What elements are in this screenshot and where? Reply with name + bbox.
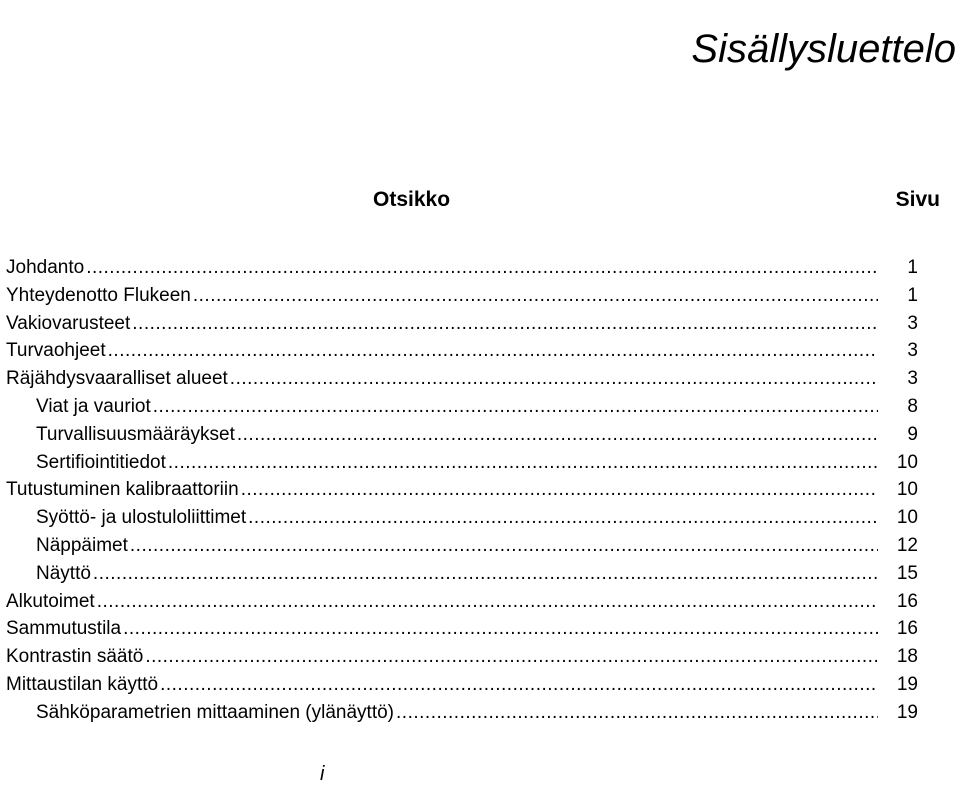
toc-row[interactable] xyxy=(0,282,960,310)
toc-entry xyxy=(6,588,878,616)
toc-page-number: 10 xyxy=(896,507,918,529)
dot-leader xyxy=(160,671,878,699)
dot-leader xyxy=(86,254,878,282)
toc-row[interactable] xyxy=(0,393,960,421)
toc-page-number: 19 xyxy=(896,673,918,695)
dot-leader xyxy=(168,449,878,477)
toc-label: Tutustuminen kalibraattoriin xyxy=(6,479,239,501)
toc-entry xyxy=(6,337,878,365)
table-of-contents xyxy=(0,254,960,727)
toc-entry xyxy=(36,504,878,532)
toc-row[interactable] xyxy=(0,532,960,560)
toc-label: Näyttö xyxy=(36,562,91,584)
toc-page-number: 10 xyxy=(896,479,918,501)
toc-entry xyxy=(36,560,878,588)
toc-row[interactable] xyxy=(0,504,960,532)
toc-label: Alkutoimet xyxy=(6,590,95,612)
toc-label: Sertifiointitiedot xyxy=(36,451,166,473)
toc-label: Kontrastin säätö xyxy=(6,646,144,668)
dot-leader xyxy=(145,643,878,671)
toc-row[interactable] xyxy=(0,615,960,643)
toc-entry xyxy=(36,532,878,560)
dot-leader xyxy=(237,421,878,449)
column-header-page: Sivu xyxy=(895,188,940,211)
toc-entry xyxy=(36,393,878,421)
toc-entry xyxy=(36,421,878,449)
dot-leader xyxy=(248,504,878,532)
toc-label: Vakiovarusteet xyxy=(6,312,131,334)
toc-page-number: 19 xyxy=(896,701,918,723)
toc-row[interactable] xyxy=(0,254,960,282)
toc-entry xyxy=(36,699,878,727)
toc-label: Sähköparametrien mittaaminen (ylänäyttö) xyxy=(36,701,395,723)
toc-row[interactable] xyxy=(0,421,960,449)
dot-leader xyxy=(230,365,878,393)
toc-label: Näppäimet xyxy=(36,534,128,556)
column-header-title: Otsikko xyxy=(373,188,451,211)
toc-entry xyxy=(36,449,878,477)
toc-row[interactable] xyxy=(0,560,960,588)
toc-page-number: 15 xyxy=(896,562,918,584)
toc-page-number: 1 xyxy=(907,257,918,278)
dot-leader xyxy=(193,282,878,310)
toc-entry xyxy=(6,615,878,643)
page-title: Sisällysluettelo xyxy=(691,26,956,71)
toc-page-number: 3 xyxy=(907,312,918,334)
toc-page-number: 16 xyxy=(896,590,918,612)
toc-page-number: 16 xyxy=(896,618,918,640)
dot-leader xyxy=(241,476,878,504)
toc-page-number: 9 xyxy=(907,423,918,445)
toc-row[interactable] xyxy=(0,643,960,671)
toc-row[interactable] xyxy=(0,588,960,616)
toc-entry xyxy=(6,476,878,504)
toc-page-number: 1 xyxy=(907,284,918,306)
toc-entry xyxy=(6,254,878,282)
toc-row[interactable] xyxy=(0,699,960,727)
toc-label: Sammutustila xyxy=(6,618,122,640)
toc-entry xyxy=(6,365,878,393)
dot-leader xyxy=(108,337,878,365)
toc-label: Turvaohjeet xyxy=(6,340,106,362)
toc-page-number: 10 xyxy=(896,451,918,473)
toc-page-number: 18 xyxy=(896,646,918,668)
toc-page-number: 3 xyxy=(907,340,918,362)
footer-page-number: i xyxy=(320,763,325,785)
toc-label: Viat ja vauriot xyxy=(36,395,151,417)
dot-leader xyxy=(153,393,878,421)
toc-label: Turvallisuusmääräykset xyxy=(36,423,235,445)
toc-row[interactable] xyxy=(0,365,960,393)
dot-leader xyxy=(396,699,878,727)
dot-leader xyxy=(130,532,878,560)
toc-label: Mittaustilan käyttö xyxy=(6,673,159,695)
toc-entry xyxy=(6,282,878,310)
toc-row[interactable] xyxy=(0,310,960,338)
toc-page-number: 8 xyxy=(907,395,918,417)
toc-label: Yhteydenotto Flukeen xyxy=(6,284,191,306)
toc-entry xyxy=(6,643,878,671)
toc-entry xyxy=(6,310,878,338)
toc-page-number: 12 xyxy=(896,534,918,556)
toc-row[interactable] xyxy=(0,476,960,504)
toc-row[interactable] xyxy=(0,449,960,477)
dot-leader xyxy=(97,588,878,616)
dot-leader xyxy=(132,310,878,338)
toc-page-number: 3 xyxy=(907,368,918,390)
dot-leader xyxy=(93,560,878,588)
toc-row[interactable] xyxy=(0,337,960,365)
toc-entry xyxy=(6,671,878,699)
dot-leader xyxy=(123,615,878,643)
toc-label: Johdanto xyxy=(6,257,85,278)
toc-label: Räjähdysvaaralliset alueet xyxy=(6,368,228,390)
toc-label: Syöttö- ja ulostuloliittimet xyxy=(36,507,247,529)
toc-row[interactable] xyxy=(0,671,960,699)
